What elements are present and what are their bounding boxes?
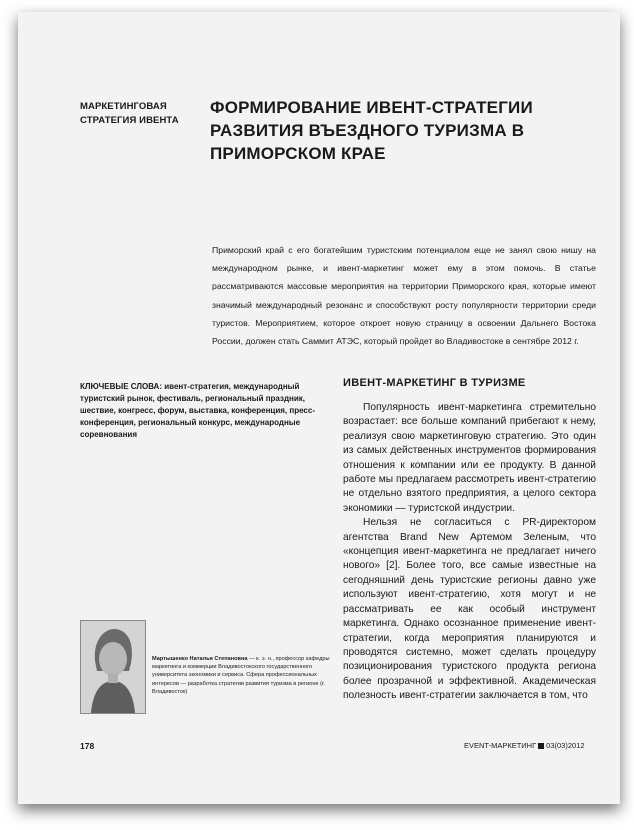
footer-issue: 03(03)2012	[546, 741, 585, 750]
author-photo	[80, 620, 146, 714]
rubric-label: МАРКЕТИНГОВАЯ СТРАТЕГИЯ ИВЕНТА	[80, 101, 179, 126]
square-icon	[538, 743, 544, 749]
page-number: 178	[80, 741, 95, 751]
article-title: ФОРМИРОВАНИЕ ИВЕНТ-СТРАТЕГИИ РАЗВИТИЯ ВЪЕЗДНОГО ТУРИЗМА В ПРИМОРСКОМ КРАЕ	[210, 98, 533, 163]
author-bio: — к. э. н., профессор кафедры маркетинга и коммерции Владивостокского государственного университета экономики и сервиса. Сфера профессиональных интересов — разработка стратегии развития туризма в регионе (г. Владивосток)	[152, 656, 330, 695]
article-body	[343, 401, 596, 704]
body-paragraph: Нельзя не согласиться с PR-директором агентства Brand New Артемом Зеленым, что «концепция ивент-маркетинга не предлагает ничего нового» [2]. Более того, все самые известные на сегодняшний день туристские регионы давно уже используют ивент-стратегию, хотя могут и не рассматривать ее как особый инструмент маркетинга. Однако осознанное применение ивент-стратегии, когда мероприятия планируются и проводятся системно, может сделать процедуру позиционирования туристского продукта региона более прозрачной и эффективной. Академическая полезность ивент-стратегии заключается в том, что	[343, 517, 596, 702]
author-info	[152, 655, 330, 696]
section-heading: ИВЕНТ-МАРКЕТИНГ В ТУРИЗМЕ	[343, 377, 526, 389]
magazine-page	[18, 12, 620, 804]
footer-magazine: EVENT-МАРКЕТИНГ	[464, 741, 537, 750]
article-lead: Приморский край с его богатейшим туристским потенциалом еще не занял свою нишу на международном рынке, и ивент-маркетинг может ему в этом помочь. В статье рассматриваются массовые мероприятия на территории Приморского края, которые имеют значимый международный резонанс и способствуют росту популярности территории среди туристов. Мероприятием, которое откроет новую страницу в освоении Дальнего Востока России, должен стать Саммит АТЭС, который пройдет во Владивостоке в сентябре 2012 г.	[212, 245, 596, 347]
keywords: КЛЮЧЕВЫЕ СЛОВА: ивент-стратегия, международный туристский рынок, фестиваль, региональный праздник, шествие, конгресс, форум, выставка, конференция, пресс-конференция, региональный конкурс, международные соревнования	[80, 382, 315, 439]
footer	[464, 741, 585, 750]
author-name: Мартышенко Наталья Степановна	[152, 656, 248, 662]
body-paragraph: Популярность ивент-маркетинга стремительно возрастает: все больше компаний прибегают к нему, реализуя свою маркетинговую стратегию. Это один из самых действенных инструментов формирования отношения к компании или ее продукту. В данной работе мы предлагаем рассмотреть ивент-стратегию не отдельно взятого предприятия, а целого сектора экономики — туристской индустрии.	[343, 402, 596, 514]
